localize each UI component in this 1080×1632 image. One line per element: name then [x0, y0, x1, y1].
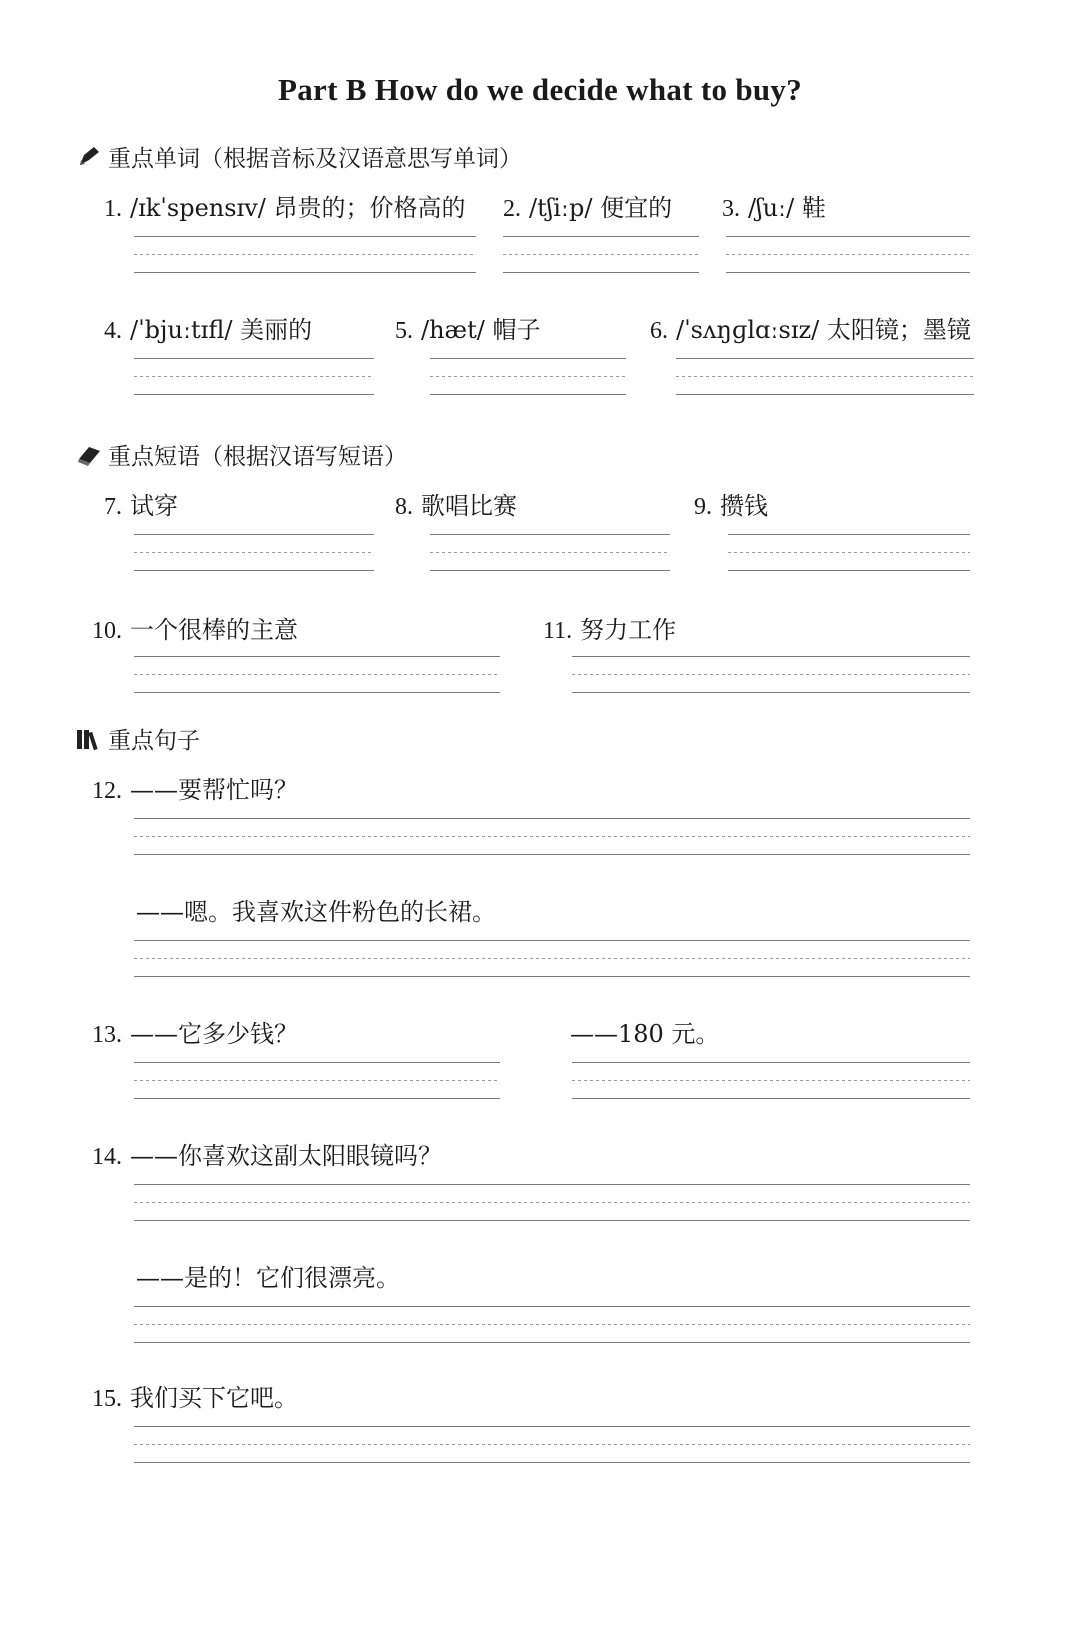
sentence-item-14-answer: ——是的！它们很漂亮。: [136, 1264, 400, 1292]
answer-lines-11[interactable]: [572, 656, 970, 710]
phrase-item-7: 7. 试穿: [104, 492, 178, 520]
sentence-item-13-answer: ——180 元。: [570, 1020, 720, 1048]
section-heading-phrases: [76, 438, 407, 471]
phrase-item-10: 10. 一个很棒的主意: [92, 616, 298, 644]
phrase-item-11: 11. 努力工作: [543, 616, 677, 644]
answer-lines-8[interactable]: [430, 534, 670, 588]
phrase-item-9: 9. 攒钱: [694, 492, 768, 520]
phrase-item-8: 8. 歌唱比赛: [395, 492, 517, 520]
section-heading-text: 重点单词（根据音标及汉语意思写单词）: [108, 146, 522, 172]
answer-lines-14b[interactable]: [134, 1306, 970, 1360]
sentence-item-13-question: 13. ——它多少钱？: [92, 1020, 298, 1048]
answer-lines-13a[interactable]: [134, 1062, 500, 1116]
pencil-icon: [76, 145, 102, 169]
answer-lines-9[interactable]: [728, 534, 970, 588]
word-item-5: 5. /hæt/ 帽子: [395, 316, 541, 344]
answer-lines-10[interactable]: [134, 656, 500, 710]
answer-lines-12a[interactable]: [134, 818, 970, 872]
section-heading-words: [76, 140, 522, 173]
page-title: Part B How do we decide what to buy?: [277, 72, 802, 107]
books-icon: [76, 727, 102, 751]
sentence-item-12-question: 12. ——要帮忙吗？: [92, 776, 298, 804]
answer-lines-2[interactable]: [503, 236, 699, 290]
sentence-item-15: 15. 我们买下它吧。: [92, 1384, 298, 1412]
answer-lines-5[interactable]: [430, 358, 626, 412]
section-heading-text: 重点句子: [108, 728, 200, 754]
word-item-6: 6. /ˈsʌŋɡlɑːsɪz/ 太阳镜；墨镜: [650, 316, 971, 344]
sentence-item-14-question: 14. ——你喜欢这副太阳眼镜吗？: [92, 1142, 442, 1170]
answer-lines-7[interactable]: [134, 534, 374, 588]
word-item-2: 2. /tʃiːp/ 便宜的: [503, 194, 673, 222]
answer-lines-13b[interactable]: [572, 1062, 970, 1116]
answer-lines-12b[interactable]: [134, 940, 970, 994]
answer-lines-6[interactable]: [676, 358, 974, 412]
answer-lines-15[interactable]: [134, 1426, 970, 1480]
sentence-item-12-answer: ——嗯。我喜欢这件粉色的长裙。: [136, 898, 496, 926]
word-item-3: 3. /ʃuː/ 鞋: [722, 194, 826, 222]
eraser-icon: [76, 443, 102, 467]
answer-lines-14a[interactable]: [134, 1184, 970, 1238]
word-item-4: 4. /ˈbjuːtɪfl/ 美丽的: [104, 316, 313, 344]
answer-lines-4[interactable]: [134, 358, 374, 412]
word-item-1: 1. /ɪkˈspensɪv/ 昂贵的；价格高的: [104, 194, 466, 222]
section-heading-sentences: [76, 722, 200, 755]
answer-lines-3[interactable]: [726, 236, 970, 290]
answer-lines-1[interactable]: [134, 236, 476, 290]
section-heading-text: 重点短语（根据汉语写短语）: [108, 444, 407, 470]
